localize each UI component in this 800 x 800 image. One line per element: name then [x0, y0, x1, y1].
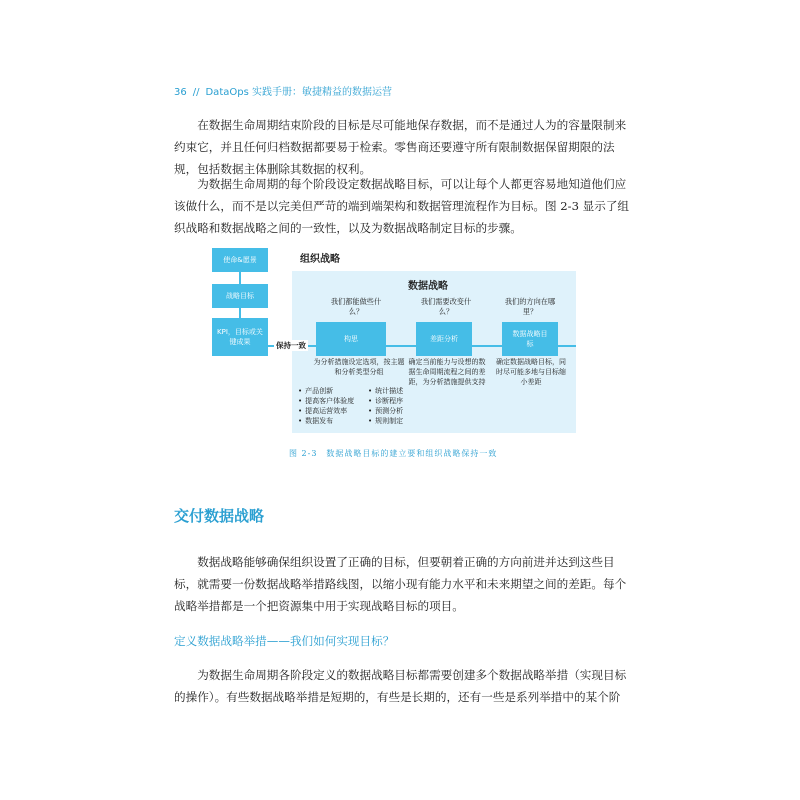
- paragraph-4: [174, 664, 629, 708]
- list-item: • 数据发布: [298, 416, 354, 426]
- figure-caption: 图 2-3 数据战略目标的建立要和组织战略保持一致: [289, 449, 498, 458]
- list-item: • 统计描述: [368, 386, 403, 396]
- strategic-goal-box: 战略目标: [212, 284, 268, 308]
- bullet-list-analysis-types: [368, 386, 403, 426]
- paragraph-3-text: 数据战略能够确保组织设置了正确的目标，但要朝着正确的方向前进并达到这些目标，就需要一份数据战略举措路线图，以缩小现有能力水平和未来期望之间的差距。每个战略举措都是一个把资源集中用于实现战略目标的项目。: [174, 555, 627, 613]
- paragraph-2: [174, 173, 629, 239]
- list-item: • 规则制定: [368, 416, 403, 426]
- list-item: • 预测分析: [368, 406, 403, 416]
- list-item: • 产品创新: [298, 386, 354, 396]
- kpi-box: KPI，目标或关键成果: [212, 318, 268, 356]
- paragraph-2-text: 为数据生命周期的每个阶段设定数据战略目标，可以让每个人都更容易地知道他们应该做什么，而不是以完美但严苛的端到端架构和数据管理流程作为目标。图 2-3 显示了组织战略和数据战略之间的一致性，以及为数据战略制定目标的步骤。: [174, 177, 630, 235]
- subsection-heading: 定义数据战略举措——我们如何实现目标？: [174, 634, 395, 648]
- list-item: • 提高运营效率: [298, 406, 354, 416]
- keep-consistent-label: 保持一致: [276, 341, 306, 350]
- step-ideation-box: 构思: [316, 322, 386, 356]
- question-1: 我们都能做些什么？: [330, 297, 382, 316]
- bullet-list-themes: [298, 386, 354, 426]
- step-data-strategy-goal-box: 数据战略目标: [502, 322, 558, 356]
- list-item: • 诊断程序: [368, 396, 403, 406]
- paragraph-4-text: 为数据生命周期各阶段定义的数据战略目标都需要创建多个数据战略举措（实现目标的操作）。有些数据战略举措是短期的，有些是长期的，还有一些是系列举措中的某个阶: [174, 668, 627, 704]
- running-header: [174, 83, 392, 98]
- mission-vision-box: 使命&愿景: [212, 248, 268, 272]
- connector-line: [239, 308, 241, 318]
- list-item: • 提高客户体验度: [298, 396, 354, 406]
- ideation-description: 为分析措施设定选项，按主题和分析类型分组: [313, 358, 405, 376]
- page-number: 36: [174, 87, 187, 98]
- section-heading: 交付数据战略: [174, 507, 265, 525]
- connector-line: [239, 272, 241, 284]
- step-gap-analysis-box: 差距分析: [416, 322, 472, 356]
- book-title: DataOps 实践手册：敏捷精益的数据运营: [205, 87, 392, 98]
- question-2: 我们需要改变什么？: [420, 297, 472, 316]
- paragraph-1-text: 在数据生命周期结束阶段的目标是尽可能地保存数据，而不是通过人为的容量限制来约束它，并且任何归档数据都要易于检索。零售商还要遵守所有限制数据保留期限的法规，包括数据主体删除其数据的权利。: [174, 118, 627, 176]
- header-separator: //: [192, 87, 200, 98]
- org-strategy-title: 组织战略: [300, 254, 340, 265]
- paragraph-3: [174, 551, 629, 617]
- paragraph-1: [174, 114, 629, 180]
- gap-analysis-description: 确定当前能力与设想的数据生命周期流程之间的差距，为分析措施提供支持: [408, 358, 486, 386]
- figure-2-3: [208, 246, 576, 433]
- data-strategy-title: 数据战略: [408, 281, 448, 292]
- data-strategy-goal-description: 确定数据战略目标，同时尽可能多地与目标缩小差距: [496, 358, 566, 386]
- question-3: 我们的方向在哪里？: [504, 297, 556, 316]
